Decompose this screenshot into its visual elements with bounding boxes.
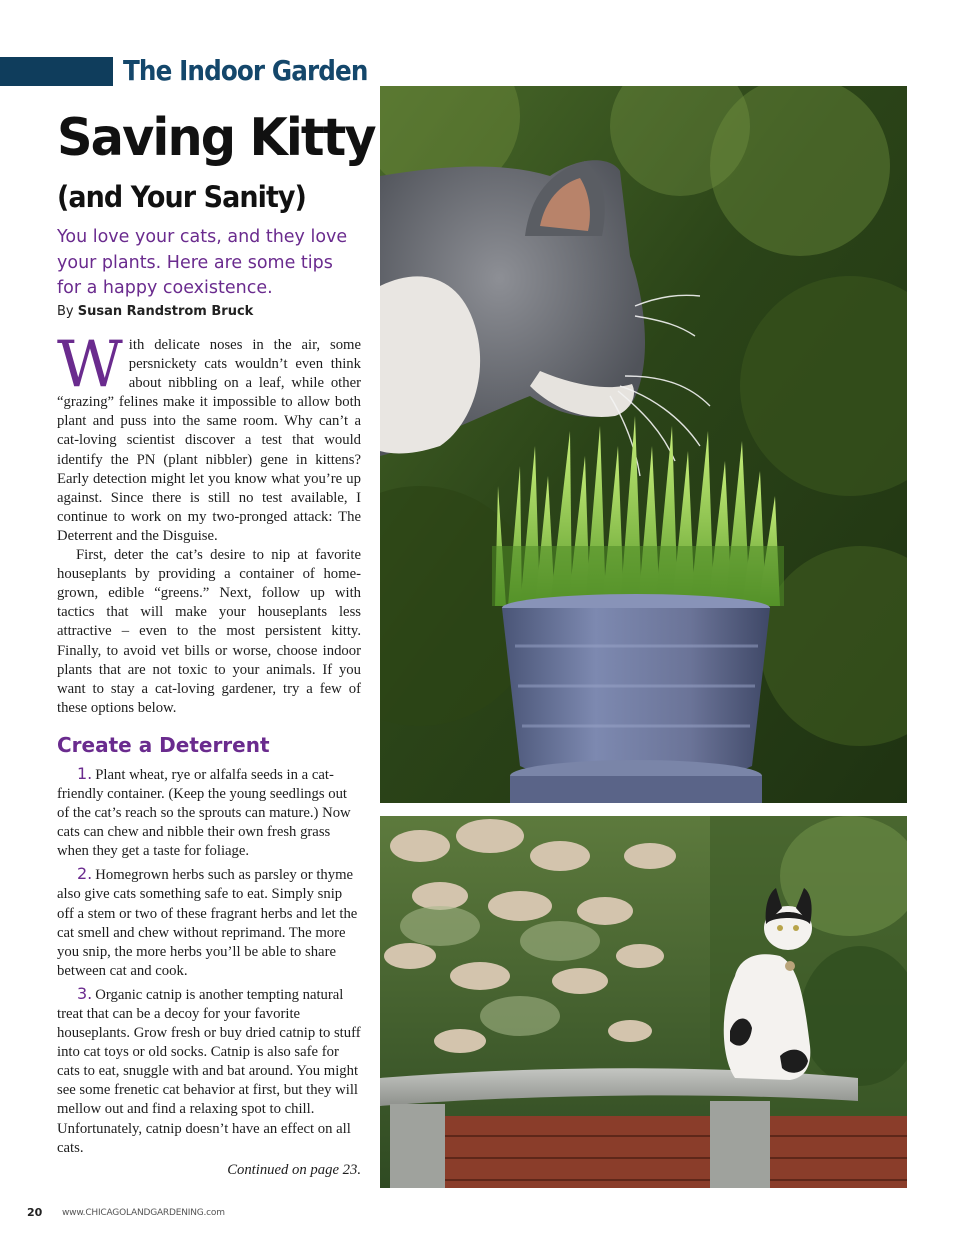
tip-number: 1. <box>77 763 93 783</box>
tip-text: Organic catnip is another tempting natural treat that can be a decoy for your favorite houseplants. Grow fresh or buy dried catnip to stuff into cat toys or old socks. Catnip is also safe for cats to eat, snuggle with and bat around. You might see some frenetic cat behavior at first, but they will mellow out and find a relaxing spot to chill. Unfortunately, catnip doesn’t have an effect on all cats. <box>57 986 361 1156</box>
cat-on-garden-bench-photo <box>380 816 907 1188</box>
drop-cap: W <box>57 328 123 402</box>
section-color-bar <box>0 57 113 86</box>
gray-cat-sniffing-cat-grass-photo <box>380 86 907 803</box>
byline-prefix: By <box>57 304 74 319</box>
byline <box>57 304 253 319</box>
tip-text: Homegrown herbs such as parsley or thyme also give cats something safe to eat. Simply snip off a stem or two of these fragrant herbs and let the cat smell and chew without reprimand. The more you snip, the more herbs you’ll be able to share between cat and cook. <box>57 867 358 979</box>
tip-item <box>57 984 361 1158</box>
section-heading-deterrent: Create a Deterrent <box>57 732 270 757</box>
intro-paragraph <box>57 328 361 546</box>
tip-number: 2. <box>77 864 93 884</box>
article-headline: Saving Kitty <box>57 108 375 168</box>
continued-note: Continued on page 23. <box>227 1161 361 1178</box>
intro-text: ith delicate noses in the air, some persnickety cats wouldn’t even think about nibbling on a leaf, while other “grazing” felines make it impossible to allow both plant and puss into the same room. Why can’t a cat-loving scientist discover a test that would identify the PN (plant nibbler) gene in kittens? Early detection might let you know what you’re up against. Since there is still no test available, I continue to work on my two-pronged attack: The Deterrent and the Disguise. <box>57 337 361 544</box>
tip-number: 3. <box>77 983 93 1003</box>
author-name: Susan Randstrom Bruck <box>77 304 254 319</box>
section-title: The Indoor Garden <box>123 54 368 87</box>
page-number: 20 <box>27 1206 43 1219</box>
tip-item <box>57 764 361 861</box>
body-paragraph: First, deter the cat’s desire to nip at favorite houseplants by providing a container of home-grown, edible “greens.” Next, follow up with tactics that will make your houseplants less attractive – even to the most persistent kitty. Finally, to avoid vet bills or worse, choose indoor plants that are not toxic to your animals. If you want to stay a cat-loving gardener, try a few of these options below. <box>57 547 361 716</box>
footer-url: www.CHICAGOLANDGARDENING.com <box>62 1208 225 1218</box>
article-subhead: (and Your Sanity) <box>57 180 306 214</box>
article-dek: You love your cats, and they love your plants. Here are some tips for a happy coexistence. <box>57 227 348 298</box>
article-body <box>57 328 361 1180</box>
tip-text: Plant wheat, rye or alfalfa seeds in a cat-friendly container. (Keep the young seedlings out of the cat’s reach so the sprouts can mature.) Now cats can chew and nibble their own fresh grass when they get a taste for foliage. <box>57 766 351 860</box>
tip-item <box>57 864 361 981</box>
